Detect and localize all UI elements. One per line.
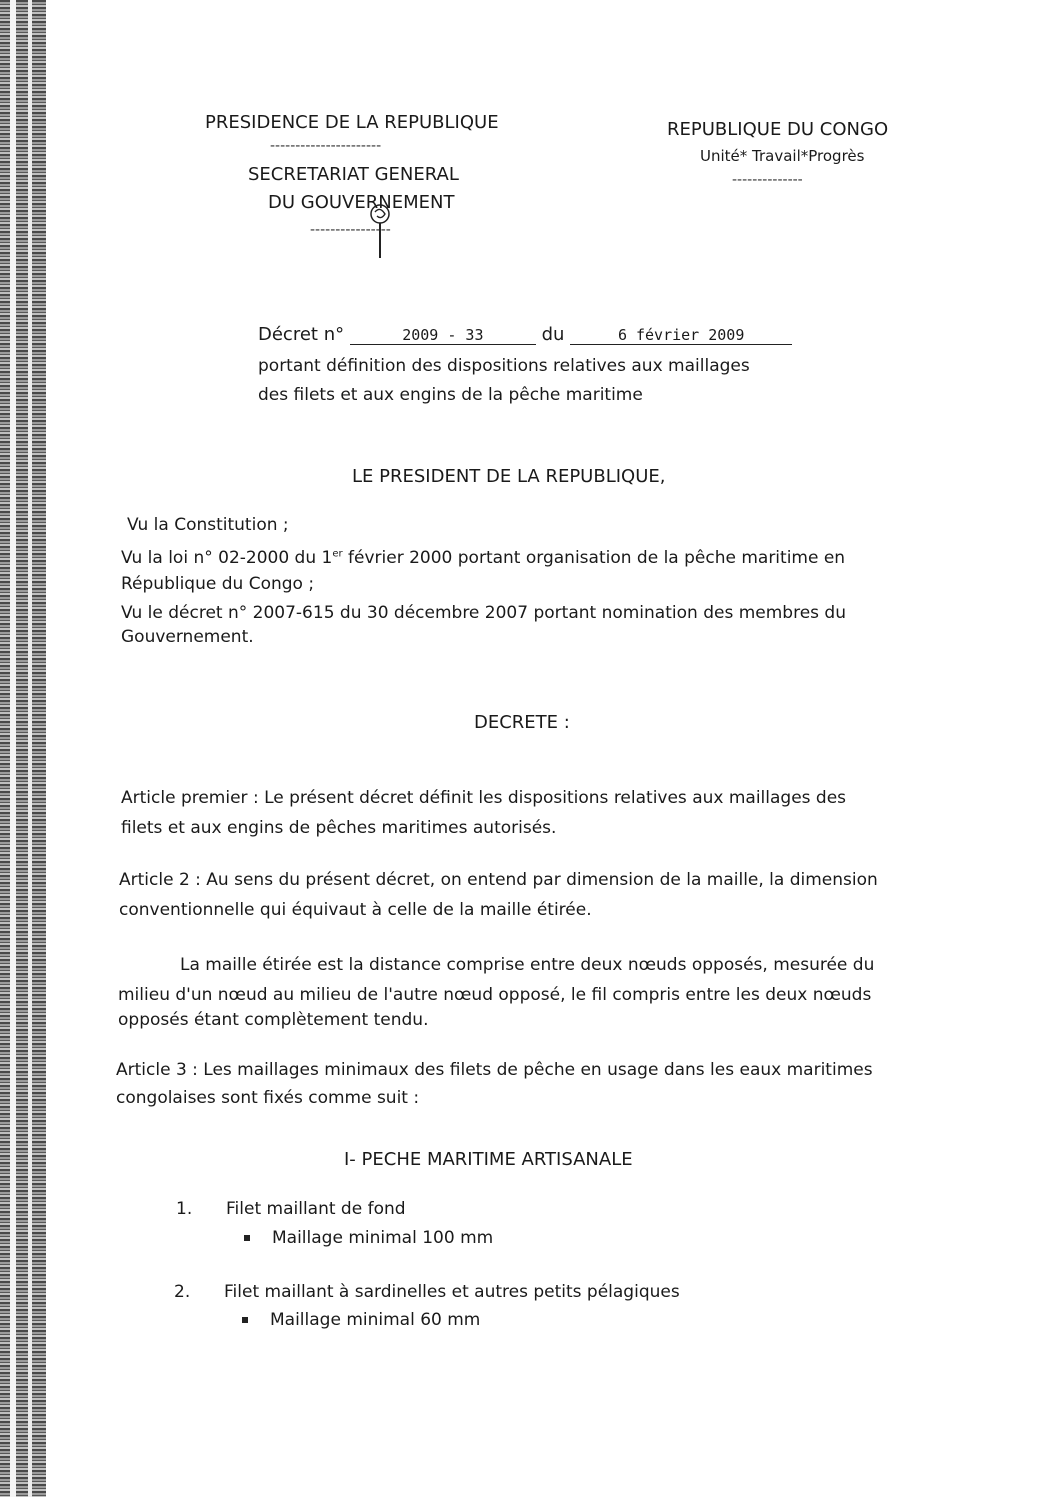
visa-loi-superscript: er	[332, 548, 343, 560]
article-2-line-1	[119, 870, 878, 890]
header-left-separator-2: ----------------	[310, 222, 391, 238]
list-item-title: Filet maillant de fond	[226, 1199, 406, 1219]
article-3-line-2: congolaises sont fixés comme suit :	[116, 1088, 420, 1108]
article-1-line-1	[121, 788, 846, 808]
article-3-label: Article 3 :	[116, 1060, 198, 1080]
list-item-detail	[244, 1228, 493, 1248]
article-1-text: Le présent décret définit les dispositions relatives aux maillages des	[258, 788, 847, 808]
list-item-detail-text: Maillage minimal 100 mm	[272, 1228, 494, 1248]
article-2-para-2-line-3: opposés étant complètement tendu.	[118, 1010, 429, 1030]
header-right-separator: --------------	[732, 172, 803, 188]
article-2-text: Au sens du présent décret, on entend par dimension de la maille, la dimension	[200, 870, 878, 890]
decree-number-line	[258, 324, 792, 345]
visa-decret: Vu le décret n° 2007-615 du 30 décembre 2007 portant nomination des membres du	[121, 603, 846, 623]
decree-du-label: du	[541, 324, 565, 345]
decree-date: 6 février 2009	[570, 326, 792, 345]
visa-loi-cont: République du Congo ;	[121, 574, 315, 594]
header-left-separator: ----------------------	[270, 138, 382, 154]
list-item-detail-text: Maillage minimal 60 mm	[270, 1310, 481, 1330]
visa-decret-cont: Gouvernement.	[121, 627, 254, 647]
article-3-text: Les maillages minimaux des filets de pêche en usage dans les eaux maritimes	[197, 1060, 873, 1080]
bullet-icon	[242, 1317, 248, 1323]
header-republique: REPUBLIQUE DU CONGO	[667, 119, 889, 140]
decree-label: Décret n°	[258, 324, 345, 345]
visa-constitution: Vu la Constitution ;	[127, 515, 289, 535]
list-item-number: 2.	[174, 1282, 191, 1302]
list-item-detail	[242, 1310, 480, 1330]
article-3-line-1	[116, 1060, 873, 1080]
article-2-para-2-line-2: milieu d'un nœud au milieu de l'autre nœud opposé, le fil compris entre les deux nœuds	[118, 985, 872, 1005]
scan-edge-artifact	[0, 0, 46, 1497]
initials-mark-icon	[366, 200, 394, 260]
header-presidence: PRESIDENCE DE LA REPUBLIQUE	[205, 112, 499, 133]
header-secretariat: SECRETARIAT GENERAL	[248, 164, 459, 185]
header-motto: Unité* Travail*Progrès	[700, 147, 865, 165]
visa-loi	[121, 548, 845, 568]
bullet-icon	[244, 1235, 250, 1241]
visa-loi-text-2: février 2000 portant organisation de la pêche maritime en	[342, 548, 846, 568]
list-item-title: Filet maillant à sardinelles et autres petits pélagiques	[224, 1282, 680, 1302]
article-2-para-2-line-1: La maille étirée est la distance comprise entre deux nœuds opposés, mesurée du	[180, 955, 875, 975]
decrete-heading: DECRETE :	[474, 712, 570, 733]
president-heading: LE PRESIDENT DE LA REPUBLIQUE,	[352, 466, 666, 487]
decree-number: 2009 - 33	[350, 326, 536, 345]
article-2-line-2: conventionnelle qui équivaut à celle de la maille étirée.	[119, 900, 592, 920]
header-gouvernement: DU GOUVERNEMENT	[268, 192, 455, 213]
article-2-label: Article 2 :	[119, 870, 201, 890]
section-heading: I- PECHE MARITIME ARTISANALE	[344, 1149, 633, 1170]
visa-loi-text: Vu la loi n° 02-2000 du 1	[121, 548, 333, 568]
article-1-line-2: filets et aux engins de pêches maritimes autorisés.	[121, 818, 557, 838]
decree-subject-line-1: portant définition des dispositions relatives aux maillages	[258, 356, 750, 376]
list-item-number: 1.	[176, 1199, 193, 1219]
article-1-label: Article premier :	[121, 788, 259, 808]
decree-subject-line-2: des filets et aux engins de la pêche maritime	[258, 385, 643, 405]
